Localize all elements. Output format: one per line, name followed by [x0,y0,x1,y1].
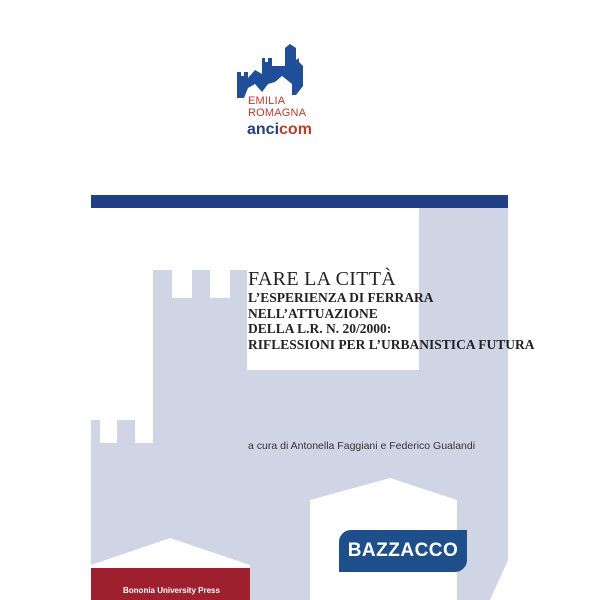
anci-castle-logo-icon [237,44,303,98]
book-title: FARE LA CITTÀ [248,268,396,290]
subtitle-line: DELLA L.R. N. 20/2000: [248,321,392,336]
subtitle-line: NELL’ATTUAZIONE [248,305,378,321]
logo-anci: anci [247,121,280,138]
logo-romagna: ROMAGNA [248,107,307,119]
bazzacco-badge: BAZZACCO [339,530,467,572]
logo-com: com [279,121,312,138]
logo-ancicom [247,122,312,138]
publisher-name: Bononia University Press [123,586,220,595]
publisher-box [91,568,250,600]
top-blue-bar [91,195,508,208]
book-title-block [248,268,534,352]
logo-emilia: EMILIA [248,95,286,107]
editors: a cura di Antonella Faggiani e Federico Gualandi [248,440,476,452]
subtitle-line: L’ESPERIENZA DI FERRARA [248,290,434,305]
subtitle-line: RIFLESSIONI PER L’URBANISTICA FUTURA [248,336,535,352]
